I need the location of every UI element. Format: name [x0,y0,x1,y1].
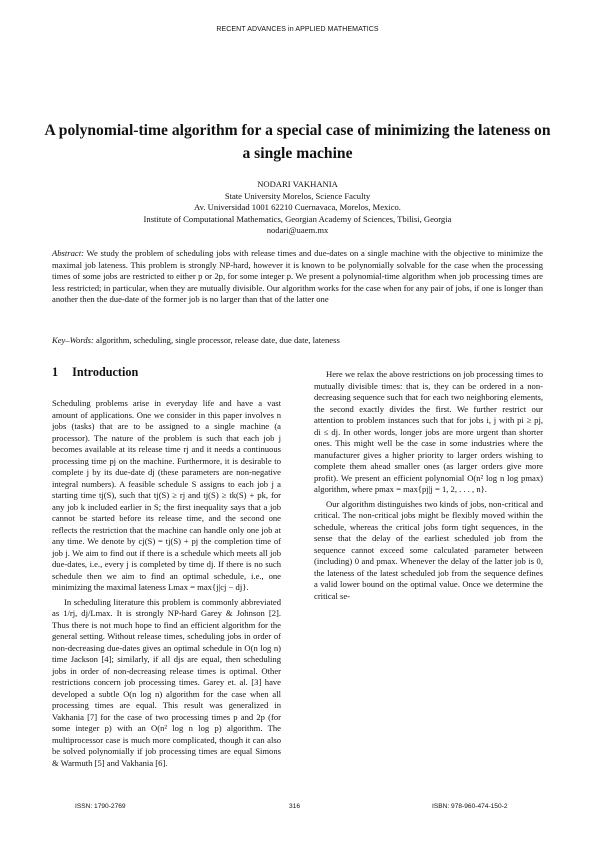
author-institute: Institute of Computational Mathematics, Georgian Academy of Sciences, Tbilisi, Georgia [143,213,452,224]
footer-issn: ISSN: 1790-2769 [75,803,126,810]
section-title: Introduction [72,365,139,379]
page-number: 316 [289,803,301,810]
right-column [314,366,543,602]
paragraph-1: Scheduling problems arise in everyday life and have a vast amount of applications. One we consider in this paper involves n jobs (tasks) that are to be assigned to a single machine (a processor). The nature of the problem is such that each job j becomes available at its release time rj and it needs a continuous processing time pj on the machine. Furthermore, it is desirable to complete j by its due-date dj (these parameters are non-negative integral numbers). A feasible schedule S assigns to each job j a starting time tj(S), such that tj(S) ≥ rj and tj(S) ≥ tk(S) + pk, for any job k included earlier in S; the first inequality says that a job cannot be started before its release time, and the second one reflects the restriction that the machine can handle only one job at any time. We denote by cj(S) = tj(S) + pj the completion time of job j. We aim to find out if there is a schedule which meets all job due-dates, i.e., every j is completed by time dj. If there is no such schedule then we aim to find an optimal schedule, i.e., one minimizing the maximal lateness Lmax = max{j|cj − dj}. [52,398,281,593]
abstract [52,248,543,306]
keywords-text: algorithm, scheduling, single processor, release date, due date, lateness [96,335,340,345]
author-affiliation: State University Morelos, Science Faculty [224,190,371,201]
footer-isbn: ISBN: 978-960-474-150-2 [432,803,508,810]
section-number: 1 [52,365,59,379]
author-block [40,179,555,237]
paragraph-4: Our algorithm distinguishes two kinds of jobs, non-critical and critical. The non-critical jobs might be flexibly moved within the schedule, whereas the critical jobs form tight sequences, in the sense that the delay of the earliest scheduled job from the sequence cannot exceed some calculated parameter between (including) 0 and pmax. Whenever the delay of the latter job is 0, the lateness of the latest scheduled job from the sequence defines a valid lower bound on the optimal value. Once we determine the critical se- [314,498,543,601]
section-heading [52,365,138,380]
keywords [52,335,543,347]
author-email: nodari@uaem.mx [266,225,329,236]
paragraph-3: Here we relax the above restrictions on job processing times to mutually divisible times: that is, they can be ordered in a non-decreasing sequence such that for each two neighboring elements, the second exactly divides the first. We further restrict our attention to problem instances such that for jobs i, j with pi ≥ pj, di ≤ dj. In other words, longer jobs are more urgent than shorter ones. This might well be the case in some industries where the manufacturer gives a higher priority to larger orders wishing to complete them ahead smaller ones (as larger orders give more profit). We present an efficient polynomial O(n² log n log pmax) algorithm, where pmax = max{pj|j = 1, 2, . . . , n}. [314,369,543,495]
author-name: NODARI VAKHANIA [257,179,338,189]
abstract-text: We study the problem of scheduling jobs with release times and due-dates on a single machine with the objective to minimize the maximal job lateness. This problem is strongly NP-hard, however it is known to be polynomially solvable for the case when the processing times of some jobs are restricted to either p or 2p, for some integer p. We present a polynomial-time algorithm when job processing times are less restricted; in particular, when they are mutually divisible. Our algorithm works for the case when for any pair of jobs, if one is longer than another then the due-date of the former job is no larger than that of the latter one [52,248,543,305]
author-address: Av. Universidad 1001 62210 Cuernavaca, Morelos, Mexico. [194,202,401,213]
paper-title: A polynomial-time algorithm for a special case of minimizing the lateness on a single machine [44,122,551,162]
abstract-label: Abstract: [52,248,84,258]
page-footer [0,803,595,813]
keywords-label: Key–Words: [52,335,94,345]
left-column [52,398,281,770]
paragraph-2: In scheduling literature this problem is commonly abbreviated as 1/rj, dj/Lmax. It is strongly NP-hard Garey & Johnson [2]. Thus there is not much hope to find an efficient algorithm for the general setting. Without release times, scheduling jobs in order of non-decreasing due-dates gives an optimal schedule in O(n log n) time Jackson [4]; similarly, if all djs are equal, then scheduling jobs in order of non-decreasing release times is optimal. Other restrictions concern job processing times. Garey et. al. [3] have developed a subtle O(n log n) algorithm for the case when all processing times are equal. This result was generalized in Vakhania [7] for the case of two processing times p and 2p (for some integer p) with an O(n² log n log p) algorithm. The multiprocessor case is much more complicated, though it can also be solved polynomially if job processing times are equal Simons & Warmuth [5] and Vakhania [6]. [52,596,281,768]
running-head: RECENT ADVANCES in APPLIED MATHEMATICS [216,26,379,33]
